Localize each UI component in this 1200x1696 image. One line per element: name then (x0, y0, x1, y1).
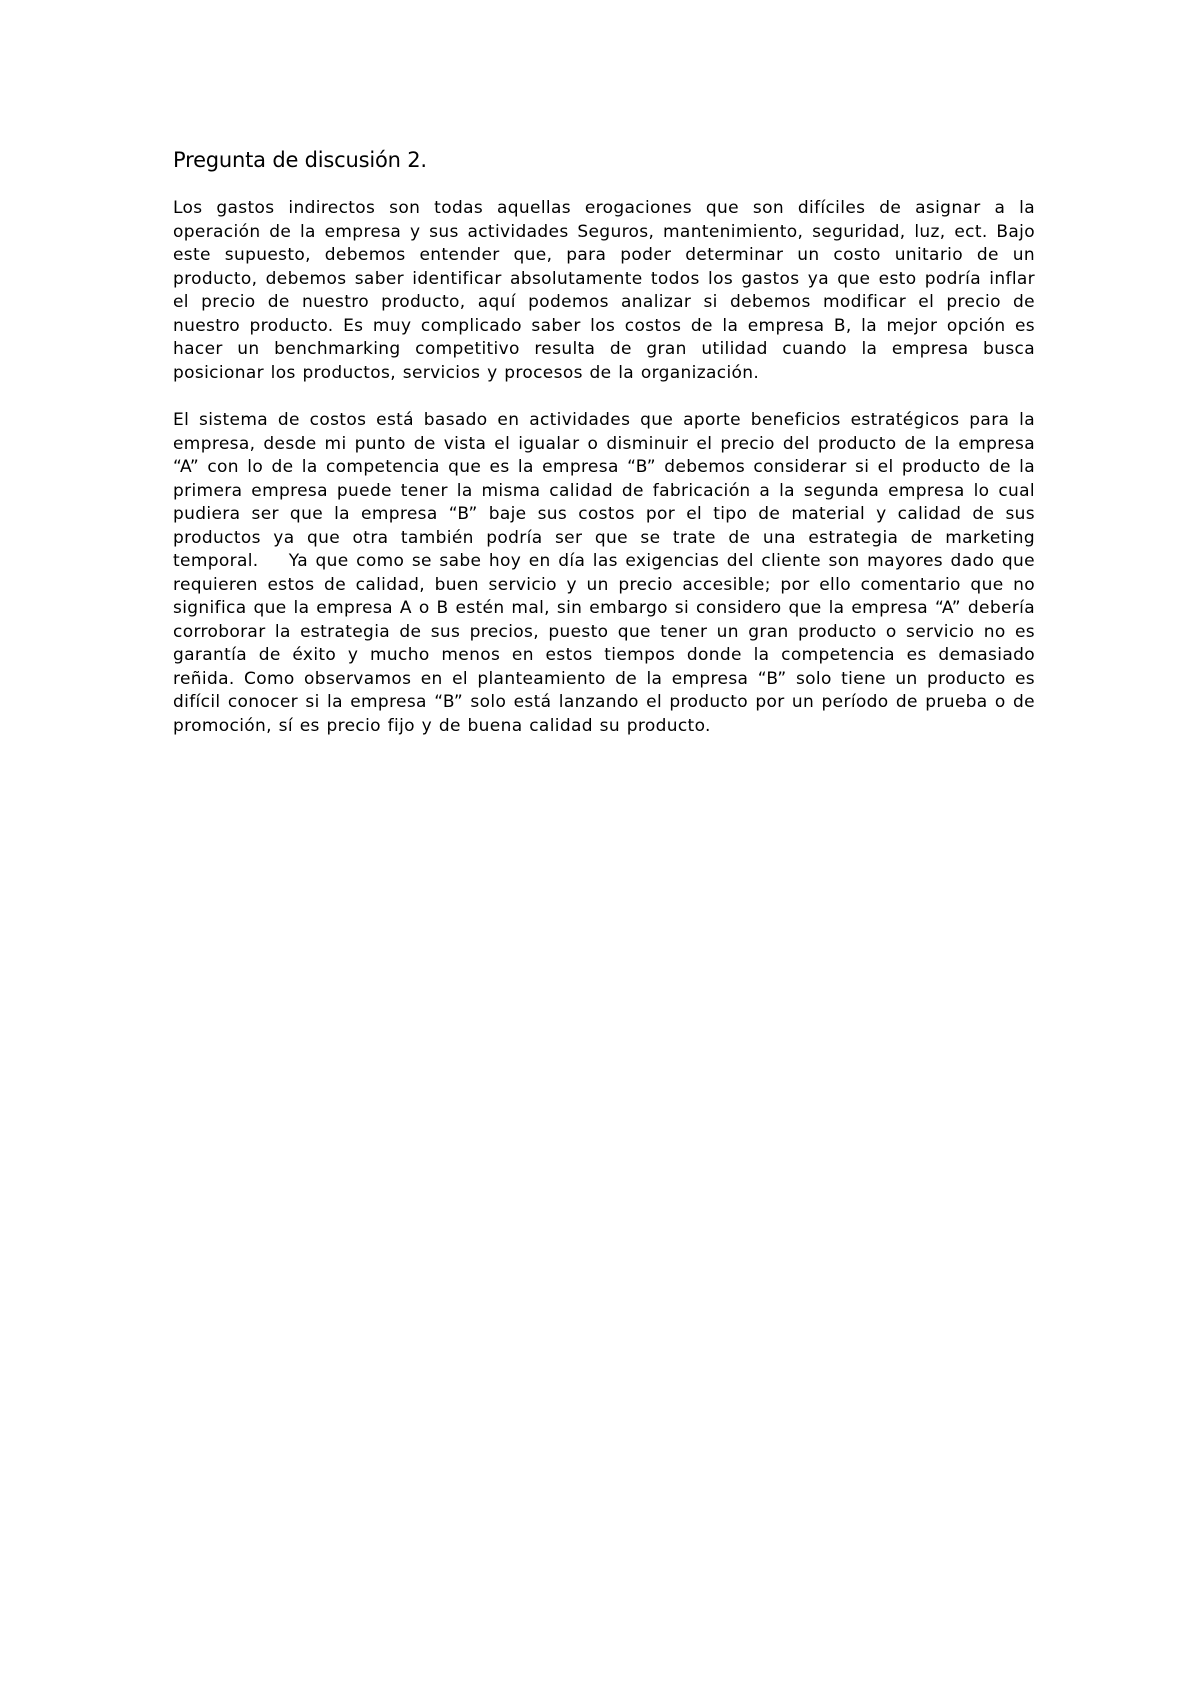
page-title: Pregunta de discusión 2. (173, 148, 427, 172)
paragraph-sistema-de-costos: El sistema de costos está basado en actividades que aporte beneficios estratégicos para la empresa, desde mi punto de vista el igualar o disminuir el precio del producto de la empresa “A” con lo de la competencia que es la empresa “B” debemos considerar si el producto de la primera empresa puede tener la misma calidad de fabricación a la segunda empresa lo cual pudiera ser que la empresa “B” baje sus costos por el tipo de material y calidad de sus productos ya que otra también podría ser que se trate de una estrategia de marketing temporal. Ya que como se sabe hoy en día las exigencias del cliente son mayores dado que requieren estos de calidad, buen servicio y un precio accesible; por ello comentario que no significa que la empresa A o B estén mal, sin embargo si considero que la empresa “A” debería corroborar la estrategia de sus precios, puesto que tener un gran producto o servicio no es garantía de éxito y mucho menos en estos tiempos donde la competencia es demasiado reñida. Como observamos en el planteamiento de la empresa “B” solo tiene un producto es difícil conocer si la empresa “B” solo está lanzando el producto por un período de prueba o de promoción, sí es precio fijo y de buena calidad su producto. (173, 410, 1042, 736)
document-body (173, 145, 1042, 762)
paragraph-gastos-indirectos: Los gastos indirectos son todas aquellas erogaciones que son difíciles de asignar a la operación de la empresa y sus actividades Seguros, mantenimiento, seguridad, luz, ect. Bajo este supuesto, debemos entender que, para poder determinar un costo unitario de un producto, debemos saber identificar absolutamente todos los gastos ya que esto podría inflar el precio de nuestro producto, aquí podemos analizar si debemos modificar el precio de nuestro producto. Es muy complicado saber los costos de la empresa B, la mejor opción es hacer un benchmarking competitivo resulta de gran utilidad cuando la empresa busca posicionar los productos, servicios y procesos de la organización. (173, 198, 1042, 383)
